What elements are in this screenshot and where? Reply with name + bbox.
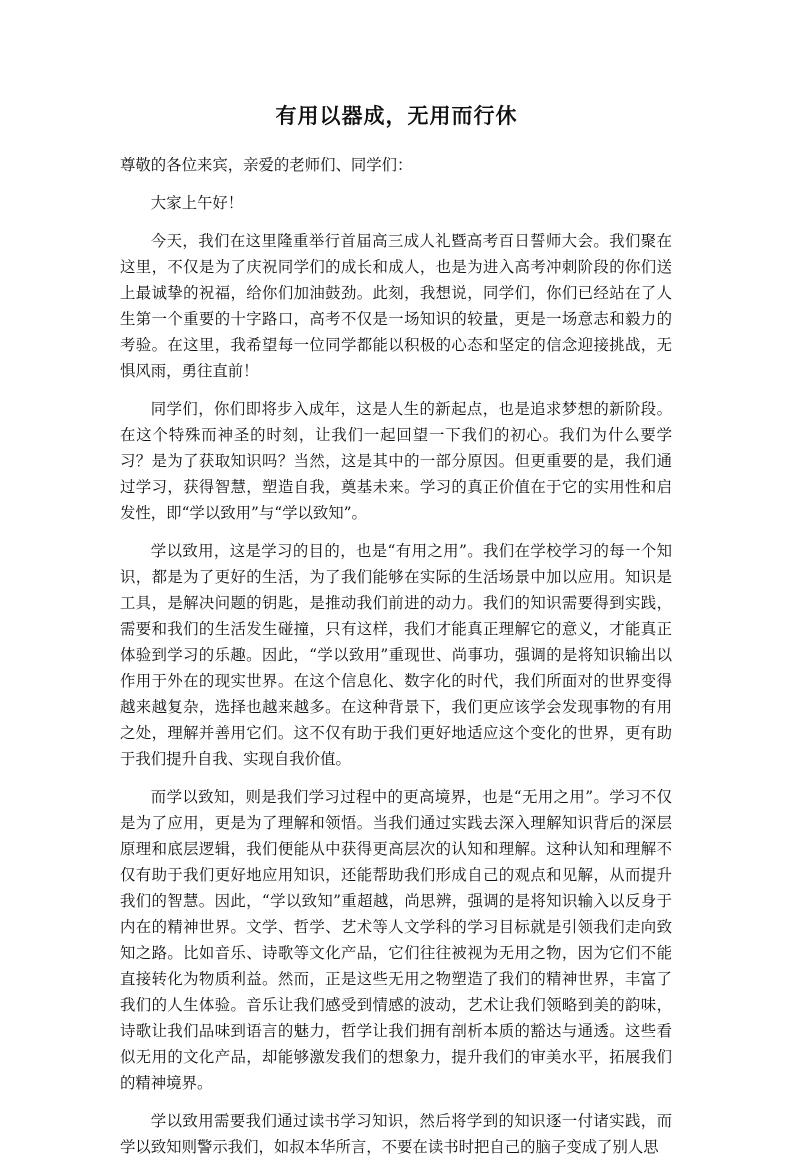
salutation: 尊敬的各位来宾，亲爱的老师们、同学们： — [120, 156, 413, 174]
paragraph: 学以致用需要我们通过读书学习知识，然后将学到的知识逐一付诸实践，而学以致知则警示我们，如叔本华所言，不要在读书时把自己的脑子变成了别人思 — [120, 1112, 672, 1156]
paragraph: 学以致用，这是学习的目的，也是“有用之用”。我们在学校学习的每一个知识，都是为了更好的生活，为了我们能够在实际的生活场景中加以应用。知识是工具，是解决问题的钥匙，是推动我们前进的动力。我们的知识需要得到实践，需要和我们的生活发生碰撞，只有这样，我们才能真正理解它的意义，才能真正体验到学习的乐趣。因此，“学以致用”重现世、尚事功，强调的是将知识输出以作用于外在的现实世界。在这个信息化、数字化的时代，我们所面对的世界变得越来越复杂，选择也越来越多。在这种背景下，我们更应该学会发现事物的有用之处，理解并善用它们。这不仅有助于我们更好地适应这个变化的世界，更有助于我们提升自我、实现自我价值。 — [120, 542, 672, 768]
paragraph: 同学们，你们即将步入成年，这是人生的新起点，也是追求梦想的新阶段。在这个特殊而神圣的时刻，让我们一起回望一下我们的初心。我们为什么要学习？是为了获取知识吗？当然，这是其中的一部分原因。但更重要的是，我们通过学习，获得智慧，塑造自我，奠基未来。学习的真正价值在于它的实用性和启发性，即“学以致用”与“学以致知”。 — [120, 400, 672, 522]
document-title: 有用以器成，无用而行休 — [275, 104, 518, 128]
paragraph: 今天，我们在这里隆重举行首届高三成人礼暨高考百日誓师大会。我们聚在这里，不仅是为了庆祝同学们的成长和成人，也是为进入高考冲刺阶段的你们送上最诚挚的祝福，给你们加油鼓劲。此刻，我想说，同学们，你们已经站在了人生第一个重要的十字路口，高考不仅是一场知识的较量，更是一场意志和毅力的考验。在这里，我希望每一位同学都能以积极的心态和坚定的信念迎接挑战，无惧风雨，勇往直前！ — [120, 232, 672, 380]
greeting: 大家上午好！ — [150, 194, 244, 212]
document-body — [120, 152, 672, 1172]
paragraph: 而学以致知，则是我们学习过程中的更高境界，也是“无用之用”。学习不仅是为了应用，更是为了理解和领悟。当我们通过实践去深入理解知识背后的深层原理和底层逻辑，我们便能从中获得更高层次的认知和理解。这种认知和理解不仅有助于我们更好地应用知识，还能帮助我们形成自己的观点和见解，从而提升我们的智慧。因此，“学以致知”重超越，尚思辨，强调的是将知识输入以反身于内在的精神世界。文学、哲学、艺术等人文学科的学习目标就是引领我们走向致知之路。比如音乐、诗歌等文化产品，它们往往被视为无用之物，因为它们不能直接转化为物质利益。然而，正是这些无用之物塑造了我们的精神世界，丰富了我们的人生体验。音乐让我们感受到情感的波动，艺术让我们领略到美的韵味，诗歌让我们品味到语言的魅力，哲学让我们拥有剖析本质的豁达与通透。这些看似无用的文化产品，却能够激发我们的想象力，提升我们的审美水平，拓展我们的精神境界。 — [120, 788, 672, 1092]
